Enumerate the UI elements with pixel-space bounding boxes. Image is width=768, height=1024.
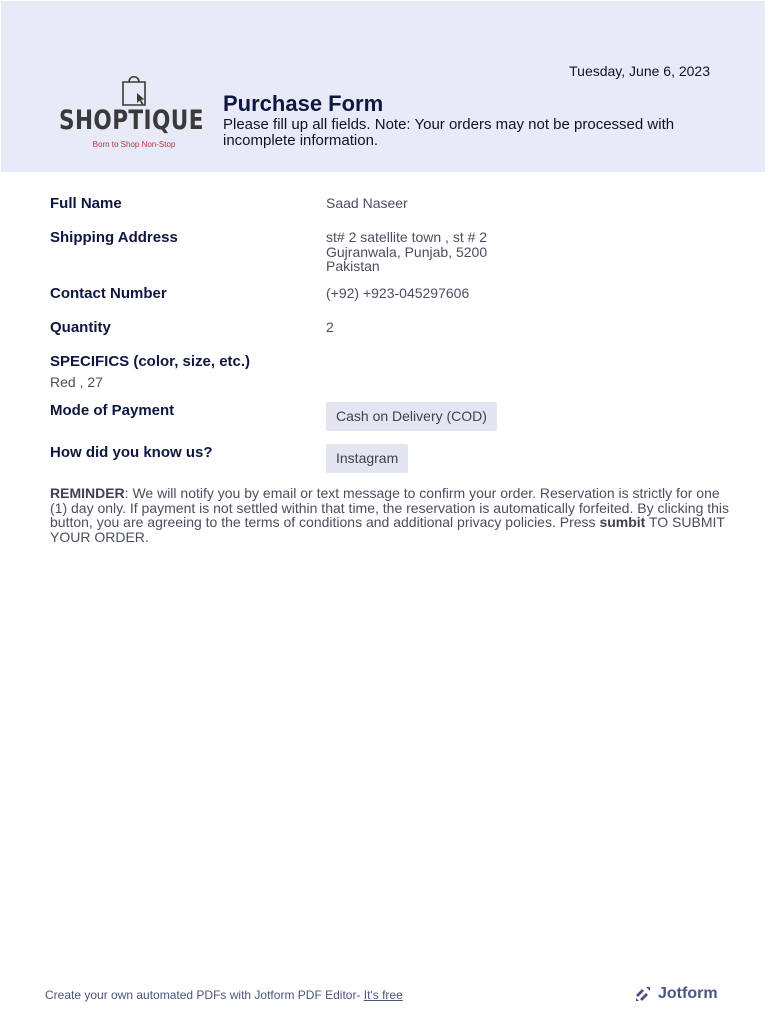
referral-label: How did you know us?	[50, 444, 213, 461]
full-name-value: Saad Naseer	[326, 195, 408, 211]
logo-wordmark: SHOPTIQUE	[59, 105, 204, 136]
quantity-value: 2	[326, 319, 334, 335]
reminder-text	[50, 486, 730, 544]
contact-number-value: (+92) +923-045297606	[326, 285, 470, 301]
shipping-address-line1: st# 2 satellite town , st # 2	[326, 229, 488, 245]
shipping-address-line3: Pakistan	[326, 258, 380, 274]
logo-tagline: Born to Shop Non-Stop	[92, 140, 176, 149]
referral-chip: Instagram	[326, 444, 408, 473]
specifics-label: SPECIFICS (color, size, etc.)	[50, 353, 251, 370]
jotform-brand-name: Jotform	[658, 985, 718, 1002]
reminder-keyword: sumbit	[599, 514, 646, 530]
jotform-logo-icon	[634, 985, 652, 1003]
page-title: Purchase Form	[223, 91, 384, 116]
shipping-address-label: Shipping Address	[50, 229, 178, 246]
shopping-bag-icon	[119, 73, 149, 107]
reminder-body: : We will notify you by email or text message to confirm your order. Reservation is strictly for one (1) day only. If payment is not settled within that time, the reservation is automatically forfeited. By clicking this button, you are agreeing to the terms of conditions and additional privacy policies. Press	[50, 485, 730, 530]
specifics-value: Red , 27	[50, 374, 103, 390]
form-date: Tuesday, June 6, 2023	[569, 63, 710, 79]
shoptique-logo	[59, 73, 209, 153]
quantity-label: Quantity	[50, 319, 111, 336]
payment-label: Mode of Payment	[50, 402, 175, 419]
form-header	[1, 1, 765, 172]
full-name-label: Full Name	[50, 195, 122, 212]
payment-chip: Cash on Delivery (COD)	[326, 402, 497, 431]
footer-promo	[45, 988, 403, 1002]
shipping-address-line2: Gujranwala, Punjab, 5200	[326, 243, 488, 260]
reminder-heading: REMINDER	[50, 485, 125, 501]
reminder-tail: TO SUBMIT YOUR ORDER.	[50, 514, 725, 545]
footer-promo-text: Create your own automated PDFs with Jotform PDF Editor-	[45, 988, 364, 1002]
jotform-brand[interactable]	[634, 985, 718, 1003]
page-subtitle: Please fill up all fields. Note: Your orders may not be processed with incomplete information.	[223, 116, 675, 149]
contact-number-label: Contact Number	[50, 285, 167, 302]
footer-free-link[interactable]: It's free	[363, 988, 403, 1002]
